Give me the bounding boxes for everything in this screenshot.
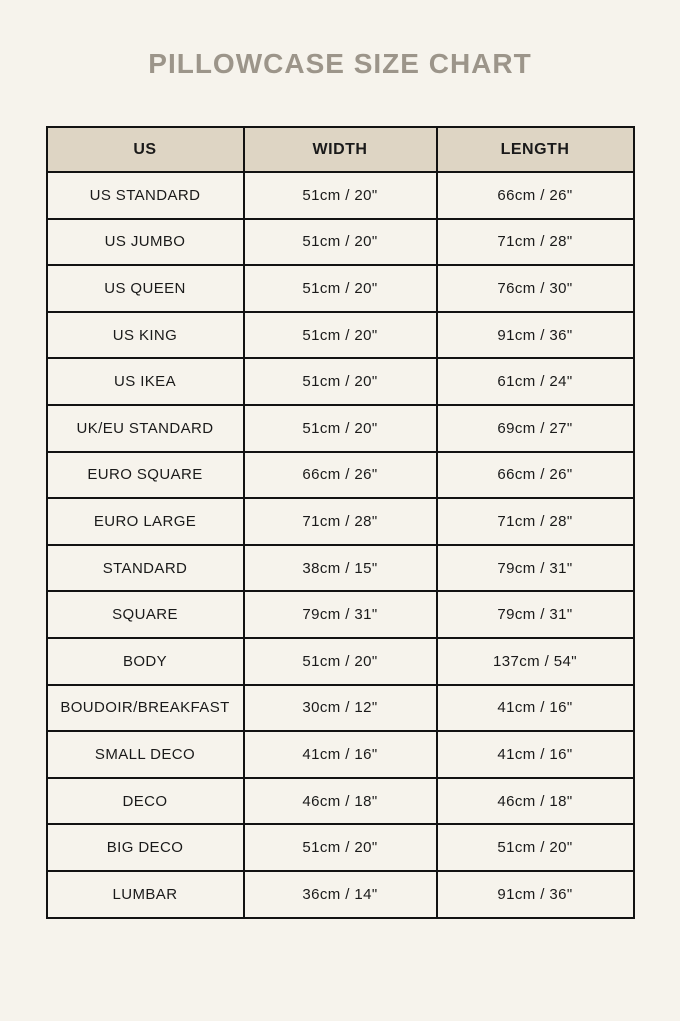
table-header (47, 127, 634, 172)
header-cell-length: LENGTH (437, 127, 634, 172)
table-row (47, 405, 634, 452)
length-cell: 51cm / 20" (437, 824, 634, 871)
width-cell: 51cm / 20" (244, 824, 437, 871)
table-row (47, 824, 634, 871)
length-cell: 137cm / 54" (437, 638, 634, 685)
width-cell: 38cm / 15" (244, 545, 437, 592)
table-row (47, 591, 634, 638)
table-row (47, 498, 634, 545)
size-name-cell: EURO LARGE (47, 498, 244, 545)
size-name-cell: US KING (47, 312, 244, 359)
table-row (47, 731, 634, 778)
table-row (47, 685, 634, 732)
size-name-cell: SQUARE (47, 591, 244, 638)
size-table-body (47, 172, 634, 918)
table-row (47, 312, 634, 359)
page-title: PILLOWCASE SIZE CHART (148, 48, 532, 79)
length-cell: 71cm / 28" (437, 219, 634, 266)
table-row (47, 172, 634, 219)
length-cell: 69cm / 27" (437, 405, 634, 452)
size-name-cell: BIG DECO (47, 824, 244, 871)
table-row (47, 358, 634, 405)
table-row (47, 545, 634, 592)
size-name-cell: SMALL DECO (47, 731, 244, 778)
width-cell: 51cm / 20" (244, 312, 437, 359)
width-cell: 30cm / 12" (244, 685, 437, 732)
header-cell-width: WIDTH (244, 127, 437, 172)
size-name-cell: STANDARD (47, 545, 244, 592)
length-cell: 71cm / 28" (437, 498, 634, 545)
width-cell: 51cm / 20" (244, 358, 437, 405)
size-name-cell: US STANDARD (47, 172, 244, 219)
size-name-cell: BOUDOIR/BREAKFAST (47, 685, 244, 732)
table-row (47, 871, 634, 918)
header-row (47, 127, 634, 172)
table-row (47, 265, 634, 312)
width-cell: 46cm / 18" (244, 778, 437, 825)
width-cell: 36cm / 14" (244, 871, 437, 918)
width-cell: 51cm / 20" (244, 405, 437, 452)
length-cell: 66cm / 26" (437, 452, 634, 499)
size-name-cell: BODY (47, 638, 244, 685)
header-cell-us: US (47, 127, 244, 172)
size-name-cell: US JUMBO (47, 219, 244, 266)
size-name-cell: US QUEEN (47, 265, 244, 312)
length-cell: 41cm / 16" (437, 731, 634, 778)
width-cell: 66cm / 26" (244, 452, 437, 499)
width-cell: 41cm / 16" (244, 731, 437, 778)
length-cell: 66cm / 26" (437, 172, 634, 219)
pillowcase-size-table (46, 126, 635, 919)
length-cell: 41cm / 16" (437, 685, 634, 732)
length-cell: 61cm / 24" (437, 358, 634, 405)
length-cell: 91cm / 36" (437, 312, 634, 359)
length-cell: 76cm / 30" (437, 265, 634, 312)
length-cell: 79cm / 31" (437, 591, 634, 638)
width-cell: 79cm / 31" (244, 591, 437, 638)
width-cell: 51cm / 20" (244, 265, 437, 312)
width-cell: 51cm / 20" (244, 638, 437, 685)
size-name-cell: US IKEA (47, 358, 244, 405)
size-name-cell: EURO SQUARE (47, 452, 244, 499)
size-name-cell: DECO (47, 778, 244, 825)
table-row (47, 452, 634, 499)
width-cell: 71cm / 28" (244, 498, 437, 545)
table-row (47, 219, 634, 266)
table-row (47, 638, 634, 685)
table-row (47, 778, 634, 825)
length-cell: 79cm / 31" (437, 545, 634, 592)
size-name-cell: UK/EU STANDARD (47, 405, 244, 452)
length-cell: 91cm / 36" (437, 871, 634, 918)
length-cell: 46cm / 18" (437, 778, 634, 825)
width-cell: 51cm / 20" (244, 219, 437, 266)
width-cell: 51cm / 20" (244, 172, 437, 219)
size-name-cell: LUMBAR (47, 871, 244, 918)
